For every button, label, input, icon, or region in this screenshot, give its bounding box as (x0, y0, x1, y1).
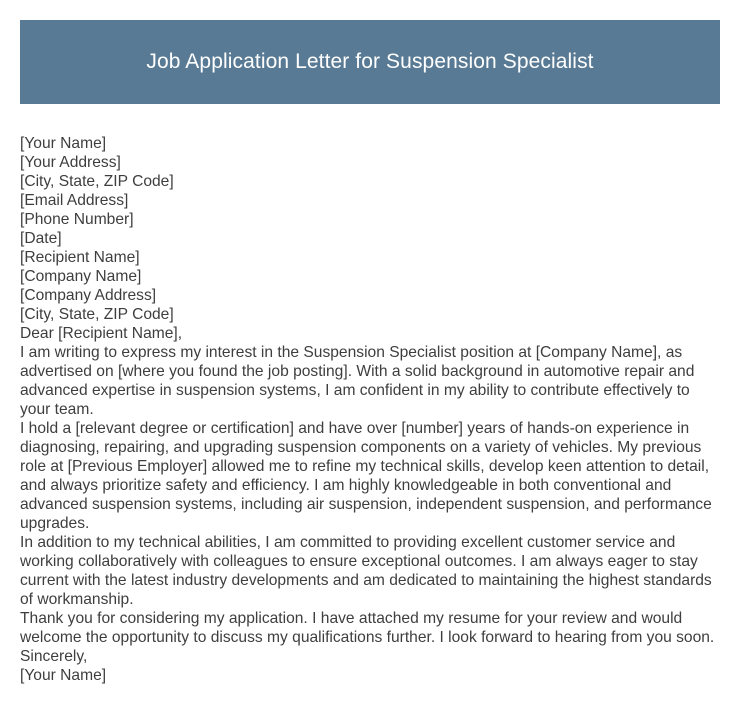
sender-phone: [Phone Number] (20, 211, 134, 228)
salutation: Dear [Recipient Name], (20, 325, 183, 342)
sender-email: [Email Address] (20, 192, 129, 209)
recipient-company: [Company Name] (20, 268, 142, 285)
paragraph-soft-skills: In addition to my technical abilities, I am committed to providing excellent customer service and working collaboratively with colleagues to ensure exceptional outcomes. I am always eager to stay current with the latest industry developments and am dedicated to maintaining the highest standards of workmanship. (20, 534, 712, 608)
sender-city-state-zip: [City, State, ZIP Code] (20, 173, 174, 190)
recipient-company-address: [Company Address] (20, 287, 157, 304)
paragraph-experience: I hold a [relevant degree or certification] and have over [number] years of hands-on experience in diagnosing, repairing, and upgrading suspension components on a variety of vehicles. My previous role at [Previous Employer] allowed me to refine my technical skills, develop keen attention to detail, and always prioritize safety and efficiency. I am highly knowledgeable in both conventional and advanced suspension systems, including air suspension, independent suspension, and performance upgrades. (20, 420, 712, 532)
letter-date: [Date] (20, 230, 62, 247)
signature-name: [Your Name] (20, 667, 107, 684)
paragraph-intro: I am writing to express my interest in the Suspension Specialist position at [Company Name], as advertised on [where you found the job posting]. With a solid background in automotive repair and advanced expertise in suspension systems, I am confident in my ability to contribute effectively to your team. (20, 344, 695, 418)
sender-name: [Your Name] (20, 135, 107, 152)
recipient-name: [Recipient Name] (20, 249, 140, 266)
page-title: Job Application Letter for Suspension Specialist (146, 50, 594, 73)
recipient-city-state-zip: [City, State, ZIP Code] (20, 306, 174, 323)
document-page (20, 20, 720, 685)
letter-body (20, 134, 720, 685)
title-banner (20, 20, 720, 104)
closing: Sincerely, (20, 648, 88, 665)
sender-address: [Your Address] (20, 154, 121, 171)
paragraph-thanks: Thank you for considering my application. I have attached my resume for your review and would welcome the opportunity to discuss my qualifications further. I look forward to hearing from you soon. (20, 610, 715, 646)
